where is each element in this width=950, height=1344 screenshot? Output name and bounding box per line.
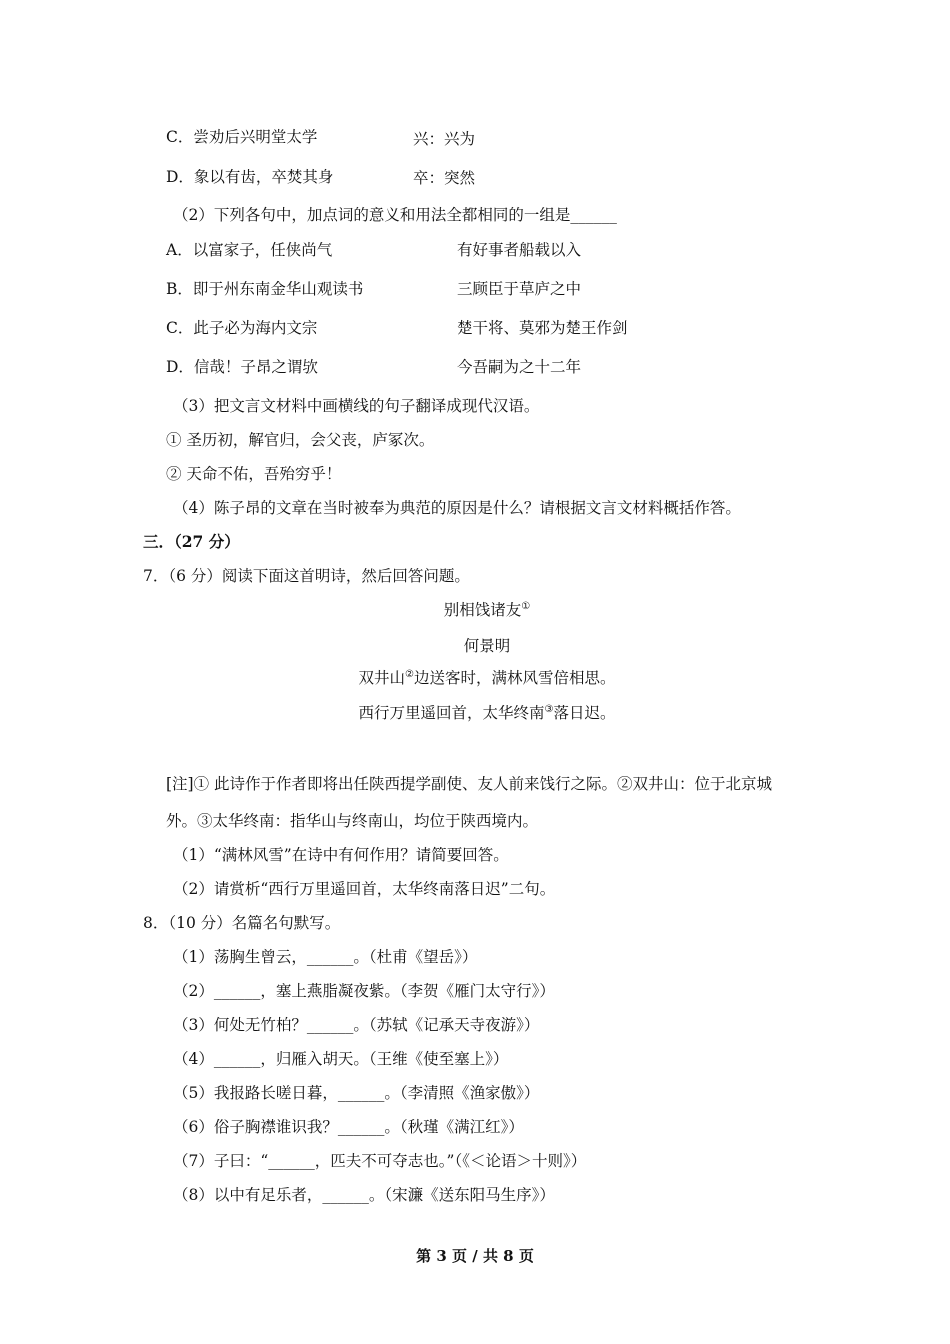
poem-title: 别相饯诸友① [443, 601, 531, 619]
recitation-item: （1）荡胸生曾云，______。（杜甫《望岳》） [173, 948, 478, 966]
translate-sentence-2: ② 天命不佑，吾殆穷乎！ [166, 465, 342, 483]
question-7-sub-2: （2）请赏析“西行万里遥回首，太华终南落日迟”二句。 [173, 880, 556, 898]
poem-line-1-note-mark: ② [405, 669, 414, 680]
recitation-item: （4）______，归雁入胡天。（王维《使至塞上》） [173, 1050, 509, 1068]
option-2c-left: C．此子必为海内文宗 [166, 319, 318, 337]
recitation-item: （3）何处无竹柏？______。（苏轼《记承天寺夜游》） [173, 1016, 540, 1034]
recitation-item: （5）我报路长嗟日暮，______。（李清照《渔家傲》） [173, 1084, 540, 1102]
sub-question-3: （3）把文言文材料中画横线的句子翻译成现代汉语。 [173, 397, 540, 415]
poem-line-2-note-mark: ③ [544, 704, 554, 715]
recitation-item: （2）______，塞上燕脂凝夜紫。（李贺《雁门太守行》） [173, 982, 555, 1000]
question-8-stem: 8．（10 分）名篇名句默写。 [143, 914, 341, 932]
recitation-item: （7）子曰：“______，匹夫不可夺志也。”（《＜论语＞十则》） [173, 1152, 587, 1170]
option-1c-left: C．尝劝后兴明堂太学 [166, 128, 318, 146]
option-2a-left: A．以富家子，任侠尚气 [166, 241, 333, 259]
option-2d-left: D．信哉！子昂之谓欤 [166, 358, 318, 376]
poem-line-2: 西行万里遥回首，太华终南③落日迟。 [358, 704, 616, 722]
option-2c-right: 楚干将、莫邪为楚王作剑 [457, 319, 628, 337]
sub-question-4: （4）陈子昂的文章在当时被奉为典范的原因是什么？请根据文言文材料概括作答。 [173, 499, 741, 517]
translate-sentence-1: ① 圣历初，解官归，会父丧，庐冢次。 [166, 431, 435, 449]
option-2d-right: 今吾嗣为之十二年 [457, 358, 582, 376]
poem-author: 何景明 [463, 637, 511, 655]
section-heading: 三．（27 分） [143, 532, 240, 551]
question-7-stem: 7．（6 分）阅读下面这首明诗，然后回答问题。 [143, 567, 470, 585]
option-2a-right: 有好事者船载以入 [457, 241, 582, 259]
option-2b-right: 三顾臣于草庐之中 [457, 280, 582, 298]
option-2b-left: B．即于州东南金华山观读书 [166, 280, 364, 298]
poem-annotation-line-1: [注]① 此诗作于作者即将出任陕西提学副使、友人前来饯行之际。②双井山：位于北京城 [166, 775, 773, 793]
option-1c-right: 兴：兴为 [413, 130, 476, 148]
poem-line-1: 双井山②边送客时，满林风雪倍相思。 [358, 669, 616, 687]
question-7-sub-1: （1）“满林风雪”在诗中有何作用？请简要回答。 [173, 846, 509, 864]
recitation-item: （6）俗子胸襟谁识我？______。（秋瑾《满江红》） [173, 1118, 524, 1136]
recitation-item: （8）以中有足乐者，______。（宋濂《送东阳马生序》） [173, 1186, 555, 1204]
option-1d-left: D．象以有齿，卒焚其身 [166, 168, 334, 186]
poem-annotation-line-2: 外。③太华终南：指华山与终南山，均位于陕西境内。 [166, 812, 539, 830]
page-number-footer: 第 3 页 / 共 8 页 [416, 1247, 534, 1265]
poem-title-note-mark: ① [521, 601, 531, 612]
sub-question-2: （2）下列各句中，加点词的意义和用法全都相同的一组是______ [173, 206, 617, 224]
option-1d-right: 卒：突然 [413, 169, 476, 187]
